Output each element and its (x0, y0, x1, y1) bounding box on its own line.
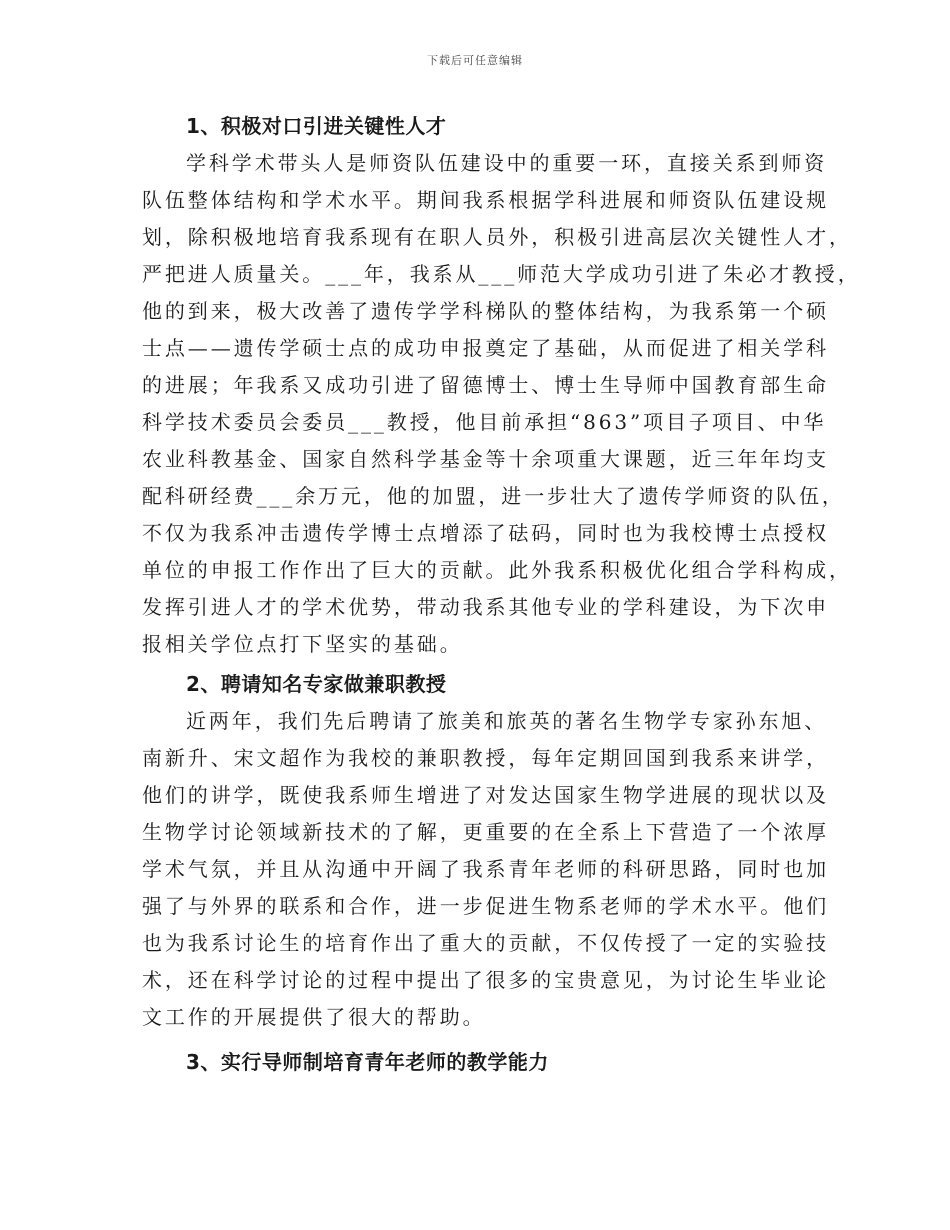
text-line: 生物学讨论领域新技术的了解，更重要的在全系上下营造了一个浓厚 (142, 820, 829, 844)
text-line: 近两年，我们先后聘请了旅美和旅英的著名生物学专家孙东旭、 (186, 709, 828, 733)
section-1-paragraph (142, 145, 861, 663)
text-line: 单位的申报工作作出了巨大的贡献。此外我系积极优化组合学科构成， (142, 558, 852, 582)
text-line: 队伍整体结构和学术水平。期间我系根据学科进展和师资队伍建设规 (142, 188, 829, 212)
text-line: 他的到来，极大改善了遗传学学科梯队的整体结构，为我系第一个硕 (142, 299, 829, 323)
text-line: 农业科教基金、国家自然科学基金等十余项重大课题，近三年年均支 (142, 447, 829, 471)
text-line: 强了与外界的联系和合作，进一步促进生物系老师的学术水平。他们 (142, 894, 829, 918)
text-line: 配科研经费___余万元，他的加盟，进一步壮大了遗传学师资的队伍， (142, 484, 845, 508)
section-heading-3: 3、实行导师制培育青年老师的教学能力 (186, 1050, 549, 1074)
document-body (142, 108, 861, 1081)
text-line: 科学技术委员会委员___教授，他目前承担“863”项目子项目、中华 (142, 410, 827, 434)
text-line: 报相关学位点打下坚实的基础。 (142, 632, 463, 656)
text-line: 发挥引进人才的学术优势，带动我系其他专业的学科建设，为下次申 (142, 595, 829, 619)
text-line: 文工作的开展提供了很大的帮助。 (142, 1005, 486, 1029)
text-line: 也为我系讨论生的培育作出了重大的贡献，不仅传授了一定的实验技 (142, 931, 829, 955)
text-line: 学术气氛，并且从沟通中开阔了我系青年老师的科研思路，同时也加 (142, 857, 829, 881)
text-line: 学科学术带头人是师资队伍建设中的重要一环，直接关系到师资 (186, 151, 828, 175)
section-heading-2: 2、聘请知名专家做兼职教授 (186, 672, 447, 696)
section-2-paragraph (142, 703, 829, 1036)
text-line: 划，除积极地培育我系现有在职人员外，积极引进高层次关键性人才， (142, 225, 852, 249)
section-heading-1: 1、积极对口引进关键性人才 (186, 114, 447, 138)
text-line: 严把进人质量关。___年，我系从___师范大学成功引进了朱必才教授， (142, 262, 861, 286)
text-line: 不仅为我系冲击遗传学博士点增添了砝码，同时也为我校博士点授权 (142, 521, 829, 545)
text-line: 南新升、宋文超作为我校的兼职教授，每年定期回国到我系来讲学， (142, 746, 829, 770)
text-line: 术，还在科学讨论的过程中提出了很多的宝贵意见，为讨论生毕业论 (142, 968, 829, 992)
text-line: 的进展；年我系又成功引进了留德博士、博士生导师中国教育部生命 (142, 373, 829, 397)
page-header: 下载后可任意编辑 (427, 54, 523, 67)
text-line: 他们的讲学，既使我系师生增进了对发达国家生物学进展的现状以及 (142, 783, 829, 807)
text-line: 士点——遗传学硕士点的成功申报奠定了基础，从而促进了相关学科 (142, 336, 829, 360)
